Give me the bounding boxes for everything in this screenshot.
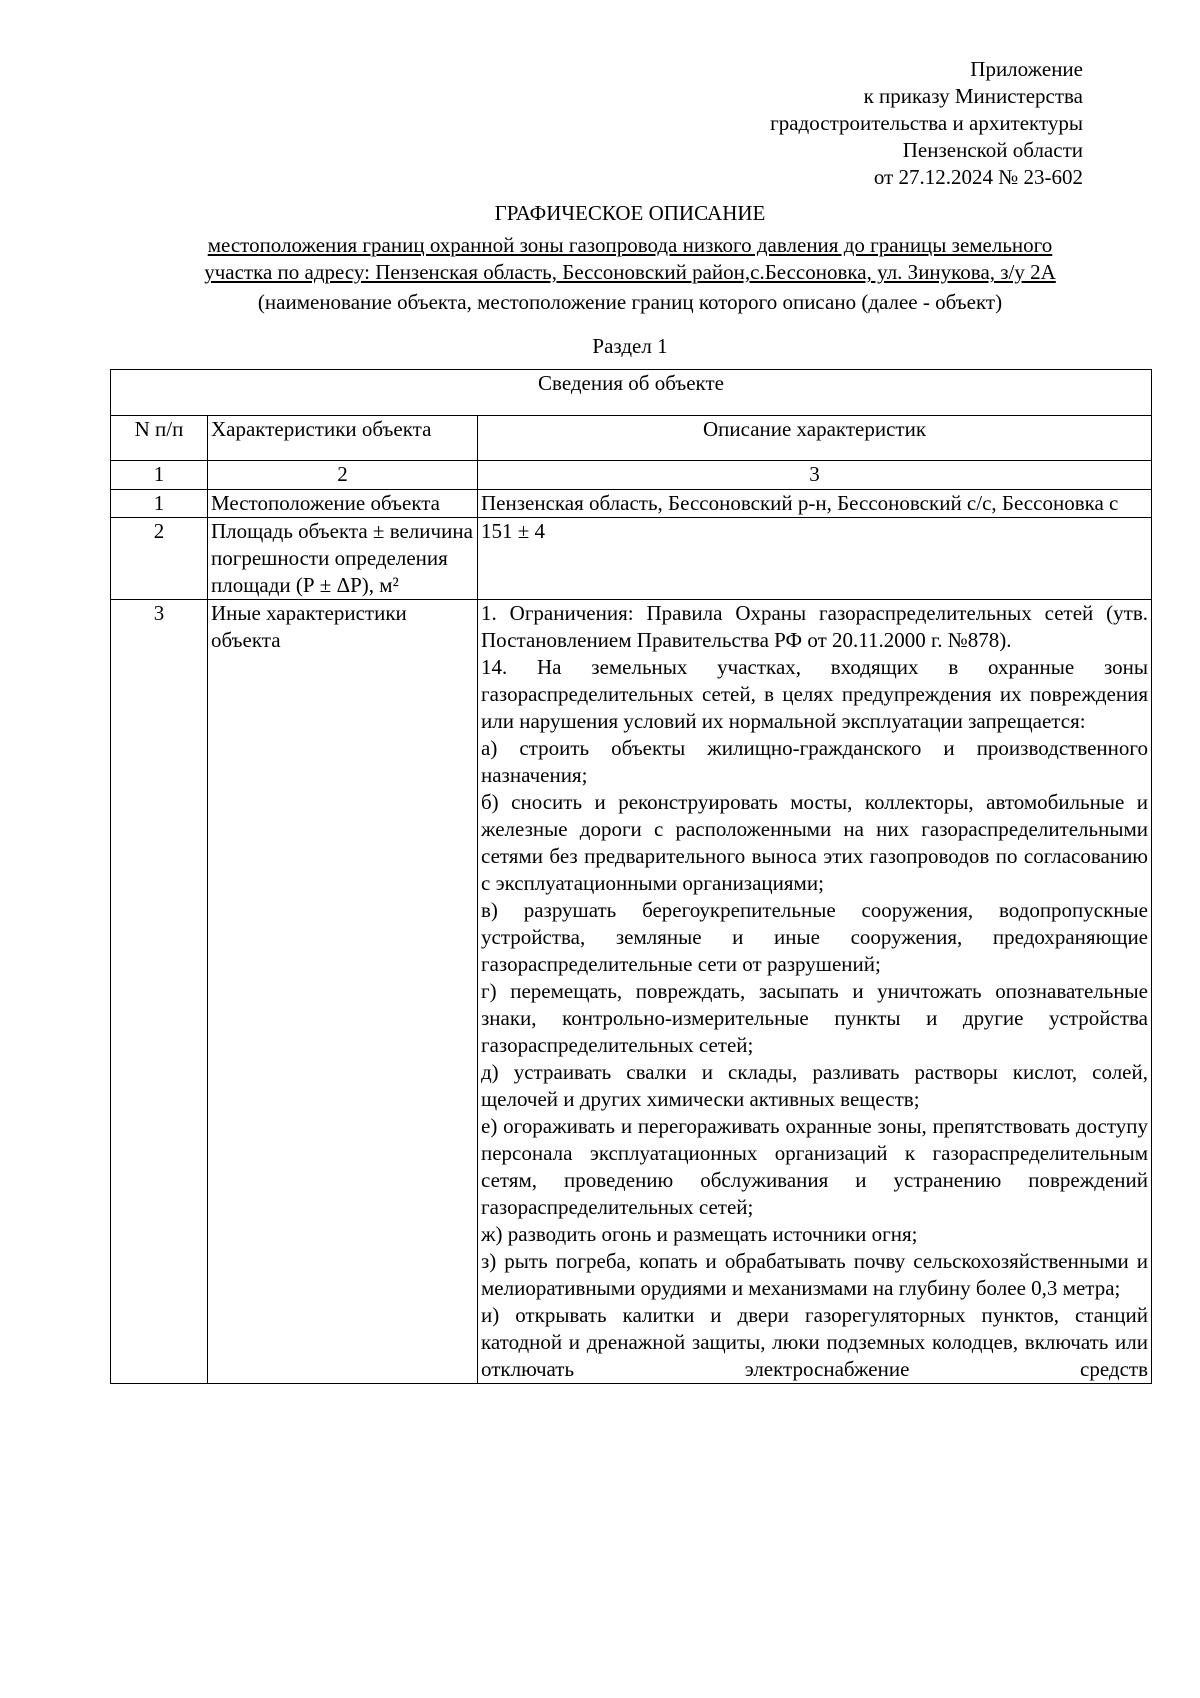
header-description: Описание характеристик [478, 416, 1152, 461]
row-number: 3 [111, 600, 208, 1384]
subtitle-line: местоположения границ охранной зоны газопровода низкого давления до границы земельного [207, 233, 1053, 257]
approval-line: градостроительства и архитектуры [770, 111, 1083, 135]
row-description [478, 600, 1152, 1384]
row-characteristic: Иные характеристики объекта [208, 600, 478, 1384]
description-paragraph: з) рыть погреба, копать и обрабатывать почву сельскохозяйственными и мелиоративными орудиями и механизмами на глубину более 0,3 метра; [481, 1249, 1148, 1300]
description-paragraph: д) устраивать свалки и склады, разливать растворы кислот, солей, щелочей и других химически активных веществ; [481, 1060, 1148, 1111]
approval-line: Приложение [970, 57, 1083, 81]
header-number: N п/п [111, 416, 208, 461]
description-paragraph: в) разрушать берегоукрепительные сооружения, водопропускные устройства, земляные и иные сооружения, предохраняющие газораспределительные сети от разрушений; [481, 898, 1148, 976]
description-paragraph: а) строить объекты жилищно-гражданского и производственного назначения; [481, 736, 1148, 787]
object-info-table [110, 369, 1152, 1384]
approval-date-number: от 27.12.2024 № 23-602 [873, 165, 1083, 189]
row-number: 2 [111, 518, 208, 600]
table-caption: Сведения об объекте [111, 370, 1152, 416]
column-number: 3 [478, 461, 1152, 490]
row-characteristic: Местоположение объекта [208, 490, 478, 518]
document-title: ГРАФИЧЕСКОЕ ОПИСАНИЕ [494, 201, 766, 225]
description-paragraph: е) огораживать и перегораживать охранные зоны, препятствовать доступу персонала эксплуатационных организаций к газораспределительным сетям, проведению обслуживания и устранению повреждений газораспределительных сетей; [481, 1114, 1148, 1219]
column-number: 1 [111, 461, 208, 490]
description-paragraph: 14. На земельных участках, входящих в охранные зоны газораспределительных сетей, в целях предупреждения их повреждения или нарушения условий их нормальной эксплуатации запрещается: [481, 655, 1148, 733]
description-paragraph: и) открывать калитки и двери газорегуляторных пунктов, станций катодной и дренажной защиты, люки подземных колодцев, включать или отключать электроснабжение средств [481, 1303, 1148, 1381]
document-subtitle [110, 232, 1150, 286]
column-number-row [111, 461, 1152, 490]
description-paragraph: ж) разводить огонь и размещать источники огня; [481, 1222, 918, 1246]
row-description: Пензенская область, Бессоновский р-н, Бессоновский с/с, Бессоновка с [478, 490, 1152, 518]
row-number: 1 [111, 490, 208, 518]
table-header-row [111, 416, 1152, 461]
row-characteristic: Площадь объекта ± величина погрешности определения площади (Р ± ΔР), м² [208, 518, 478, 600]
approval-line: к приказу Министерства [863, 84, 1083, 108]
subtitle-line: участка по адресу: Пензенская область, Бессоновский район,с.Бессоновка, ул. Зинукова, з/у 2А [204, 260, 1056, 284]
description-paragraph: г) перемещать, повреждать, засыпать и уничтожать опознавательные знаки, контрольно-измерительные пункты и другие устройства газораспределительных сетей; [481, 979, 1148, 1057]
table-row [111, 490, 1152, 518]
approval-line: Пензенской области [902, 138, 1083, 162]
subtitle-note: (наименование объекта, местоположение границ которого описано (далее - объект) [257, 290, 1003, 314]
table-row [111, 600, 1152, 1384]
row-description: 151 ± 4 [478, 518, 1152, 600]
description-paragraph: б) сносить и реконструировать мосты, коллекторы, автомобильные и железные дороги с расположенными на них газораспределительными сетями без предварительного выноса этих газопроводов по согласованию с эксплуатационными организациями; [481, 790, 1148, 895]
table-row [111, 518, 1152, 600]
section-title: Раздел 1 [592, 334, 668, 358]
approval-block [523, 56, 1083, 191]
description-paragraph: 1. Ограничения: Правила Охраны газораспределительных сетей (утв. Постановлением Правительства РФ от 20.11.2000 г. №878). [481, 601, 1148, 652]
table-caption-row [111, 370, 1152, 416]
column-number: 2 [208, 461, 478, 490]
header-characteristic: Характеристики объекта [208, 416, 478, 461]
